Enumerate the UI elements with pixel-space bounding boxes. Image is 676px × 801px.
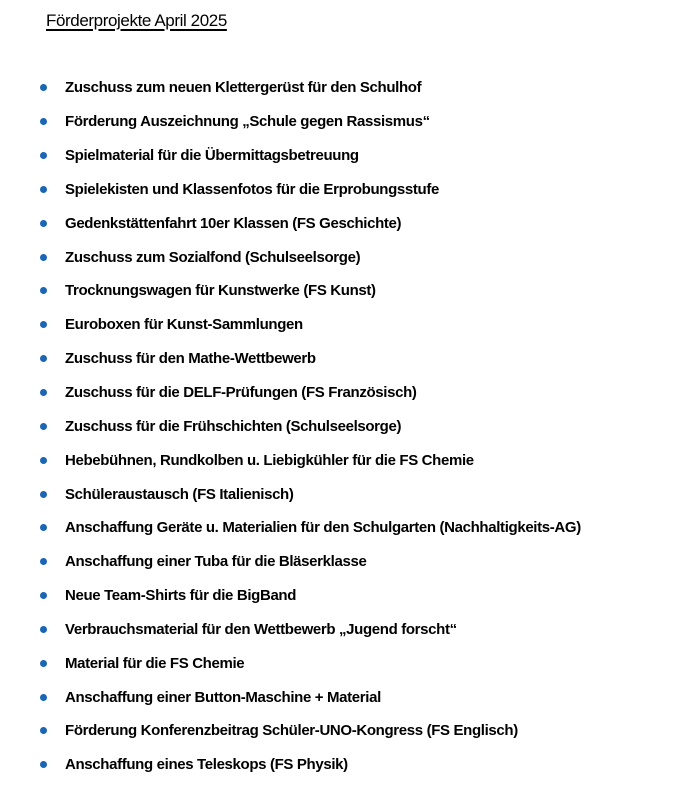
list-item <box>40 206 581 240</box>
list-item-label: Förderung Konferenzbeitrag Schüler-UNO-Kongress (FS Englisch) <box>65 722 518 740</box>
list-item <box>40 748 581 782</box>
list-item-label: Schüleraustausch (FS Italienisch) <box>65 485 294 503</box>
list-item <box>40 105 581 139</box>
bullet-icon <box>40 727 47 734</box>
list-item-label: Zuschuss für die DELF-Prüfungen (FS Französisch) <box>65 384 417 402</box>
list-item-label: Anschaffung eines Teleskops (FS Physik) <box>65 756 348 774</box>
list-item <box>40 342 581 376</box>
list-item-label: Anschaffung Geräte u. Materialien für den Schulgarten (Nachhaltigkeits-AG) <box>65 519 581 537</box>
list-item-label: Spielekisten und Klassenfotos für die Erprobungsstufe <box>65 180 440 198</box>
list-item-label: Förderung Auszeichnung „Schule gegen Rassismus“ <box>65 113 430 131</box>
list-item-label: Zuschuss für die Frühschichten (Schulseelsorge) <box>65 417 402 435</box>
list-item <box>40 579 581 613</box>
bullet-icon <box>40 558 47 565</box>
bullet-icon <box>40 524 47 531</box>
list-item-label: Material für die FS Chemie <box>65 654 245 672</box>
bullet-icon <box>40 491 47 498</box>
list-item <box>40 240 581 274</box>
list-item-label: Spielmaterial für die Übermittagsbetreuung <box>65 147 359 165</box>
bullet-icon <box>40 118 47 125</box>
bullet-icon <box>40 592 47 599</box>
bullet-icon <box>40 626 47 633</box>
list-item-label: Trocknungswagen für Kunstwerke (FS Kunst) <box>65 282 376 300</box>
bullet-icon <box>40 457 47 464</box>
list-item <box>40 139 581 173</box>
list-item <box>40 443 581 477</box>
bullet-icon <box>40 321 47 328</box>
list-item <box>40 613 581 647</box>
list-item <box>40 376 581 410</box>
list-item-label: Anschaffung einer Button-Maschine + Material <box>65 688 381 706</box>
bullet-icon <box>40 152 47 159</box>
bullet-icon <box>40 660 47 667</box>
list-item-label: Gedenkstättenfahrt 10er Klassen (FS Geschichte) <box>65 214 402 232</box>
list-item-label: Zuschuss für den Mathe-Wettbewerb <box>65 350 316 368</box>
list-item <box>40 680 581 714</box>
page-title: Förderprojekte April 2025 <box>46 11 227 30</box>
bullet-icon <box>40 254 47 261</box>
list-item-label: Euroboxen für Kunst-Sammlungen <box>65 316 303 334</box>
list-item <box>40 308 581 342</box>
list-item-label: Zuschuss zum Sozialfond (Schulseelsorge) <box>65 248 361 266</box>
bullet-icon <box>40 84 47 91</box>
list-item <box>40 646 581 680</box>
bullet-icon <box>40 220 47 227</box>
list-item-label: Hebebühnen, Rundkolben u. Liebigkühler für die FS Chemie <box>65 451 474 469</box>
bullet-icon <box>40 355 47 362</box>
project-list <box>40 71 581 782</box>
bullet-icon <box>40 186 47 193</box>
bullet-icon <box>40 389 47 396</box>
list-item <box>40 511 581 545</box>
list-item-label: Neue Team-Shirts für die BigBand <box>65 587 297 605</box>
bullet-icon <box>40 423 47 430</box>
list-item <box>40 173 581 207</box>
bullet-icon <box>40 761 47 768</box>
bullet-icon <box>40 287 47 294</box>
list-item <box>40 477 581 511</box>
list-item <box>40 545 581 579</box>
list-item-label: Anschaffung einer Tuba für die Bläserklasse <box>65 553 367 571</box>
list-item <box>40 409 581 443</box>
list-item-label: Verbrauchsmaterial für den Wettbewerb „Jugend forscht“ <box>65 620 457 638</box>
bullet-icon <box>40 694 47 701</box>
list-item-label: Zuschuss zum neuen Klettergerüst für den Schulhof <box>65 79 422 97</box>
list-item <box>40 714 581 748</box>
list-item <box>40 71 581 105</box>
list-item <box>40 274 581 308</box>
